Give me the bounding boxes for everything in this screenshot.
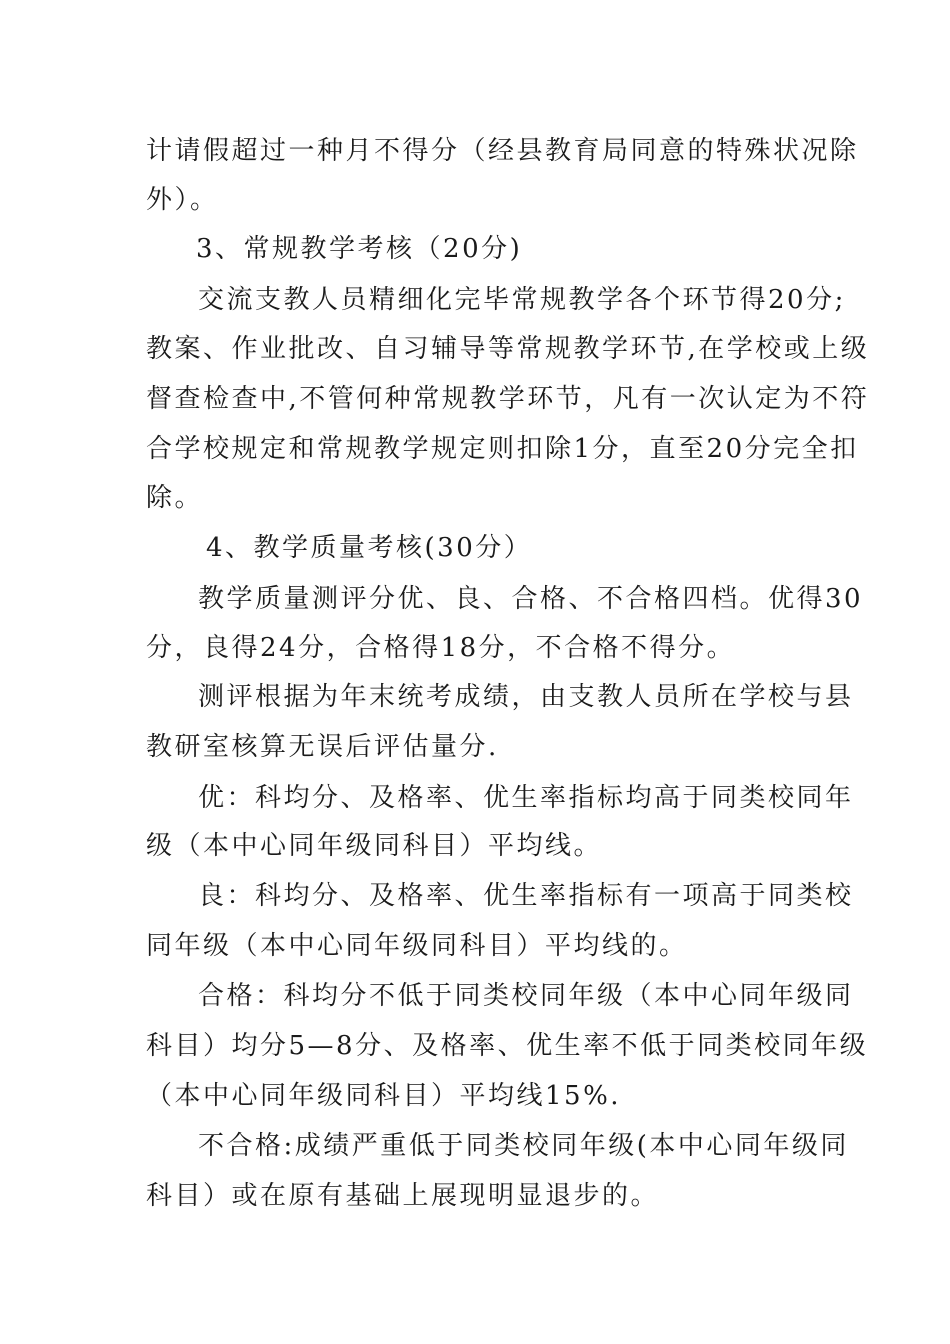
paragraph-line: 教学质量测评分优、良、合格、不合格四档。优得30 bbox=[198, 584, 864, 614]
paragraph-line: 合格：科均分不低于同类校同年级（本中心同年级同 bbox=[198, 981, 854, 1011]
paragraph-line: 优：科均分、及格率、优生率指标均高于同类校同年 bbox=[198, 783, 854, 813]
paragraph-line: 测评根据为年末统考成绩，由支教人员所在学校与县 bbox=[198, 682, 854, 712]
paragraph-line: 科目）或在原有基础上展现明显退步的。 bbox=[146, 1181, 660, 1211]
paragraph-line: 分，良得24分，合格得18分，不合格不得分。 bbox=[146, 633, 736, 663]
paragraph-line: 同年级（本中心同年级同科目）平均线的。 bbox=[146, 931, 688, 961]
paragraph-line: 计请假超过一种月不得分（经县教育局同意的特殊状况除 bbox=[146, 136, 859, 166]
paragraph-line: 督查检查中,不管何种常规教学环节，凡有一次认定为不符 bbox=[146, 384, 870, 414]
paragraph-line: 良：科均分、及格率、优生率指标有一项高于同类校 bbox=[198, 881, 854, 911]
section-heading: 4、教学质量考核(30分） bbox=[206, 533, 533, 563]
paragraph-line: 合学校规定和常规教学规定则扣除1分，直至20分完全扣 bbox=[146, 434, 859, 464]
paragraph-line: 教案、作业批改、自习辅导等常规教学环节,在学校或上级 bbox=[146, 334, 870, 364]
paragraph-line: 除。 bbox=[146, 483, 204, 513]
paragraph-line: （本中心同年级同科目）平均线15%. bbox=[146, 1081, 622, 1111]
section-heading: 3、常规教学考核（20分) bbox=[196, 234, 523, 264]
paragraph-line: 外）。 bbox=[146, 185, 219, 215]
paragraph-line: 级（本中心同年级同科目）平均线。 bbox=[146, 831, 603, 861]
paragraph-line: 交流支教人员精细化完毕常规教学各个环节得20分; bbox=[198, 285, 846, 315]
paragraph-line: 不合格:成绩严重低于同类校同年级(本中心同年级同 bbox=[198, 1131, 849, 1161]
paragraph-line: 科目）均分5—8分、及格率、优生率不低于同类校同年级 bbox=[146, 1031, 869, 1061]
paragraph-line: 教研室核算无误后评估量分. bbox=[146, 732, 499, 762]
